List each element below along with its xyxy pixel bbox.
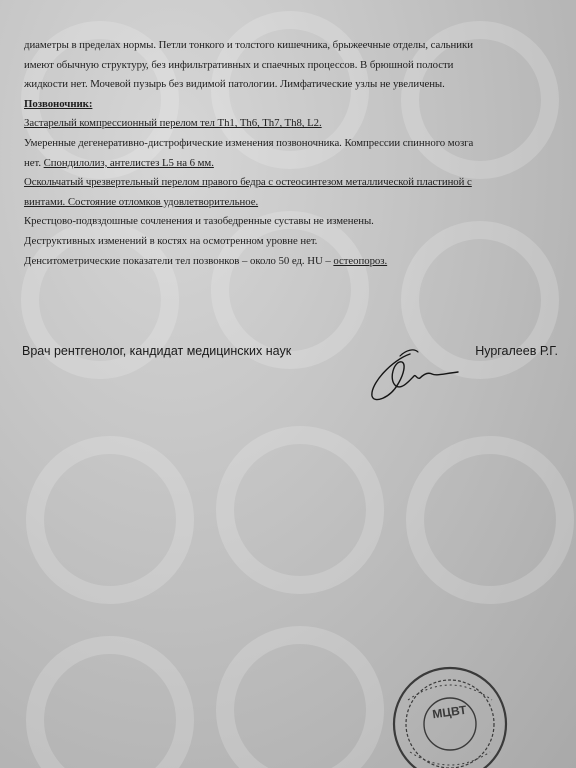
report-line	[24, 134, 560, 154]
report-line-text: Денситометрические показатели тел позвонков – около 50 ед. HU –	[24, 254, 331, 267]
report-line	[24, 173, 560, 193]
handwritten-signature-icon	[362, 340, 462, 410]
report-line	[24, 95, 560, 115]
report-line-text: винтами. Состояние отломков удовлетворительное.	[24, 195, 259, 208]
report-line	[24, 193, 560, 213]
report-line	[24, 36, 560, 56]
report-text	[24, 36, 560, 271]
report-line	[24, 232, 560, 252]
report-line	[24, 212, 560, 232]
report-line-text: Крестцово-подвздошные сочленения и тазобедренные суставы не изменены.	[24, 215, 374, 228]
report-line-text: Деструктивных изменений в костях на осмотренном уровне нет.	[24, 234, 318, 247]
report-line-text: жидкости нет. Мочевой пузырь без видимой патологии. Лимфатические узлы не увеличены.	[24, 78, 445, 91]
report-line-text: имеют обычную структуру, без инфильтративных и спаечных процессов. В брюшной полости	[24, 58, 454, 71]
report-line-text: Застарелый компрессионный перелом тел Th1, Th6, Th7, Th8, L2.	[24, 117, 322, 130]
round-seal-stamp-icon	[388, 660, 510, 768]
report-line-emphasis: остеопороз.	[333, 254, 388, 267]
report-line-text: диаметры в пределах нормы. Петли тонкого и толстого кишечника, брыжеечные отделы, сальники	[24, 39, 473, 51]
report-line-text: Умеренные дегенеративно-дистрофические изменения позвоночника. Компрессии спинного мозга	[24, 136, 474, 149]
report-line-emphasis: Спондилолиз, антелистез L5 на 6 мм.	[43, 156, 214, 169]
position-title: Врач рентгенолог, кандидат медицинских наук	[22, 344, 292, 358]
report-line-text: нет.	[24, 156, 41, 169]
report-line	[24, 154, 560, 174]
report-line	[24, 75, 560, 95]
report-line-text: Позвоночник:	[24, 97, 93, 110]
report-line	[24, 114, 560, 134]
report-line	[24, 56, 560, 76]
report-line	[24, 252, 560, 272]
report-line-text: Оскольчатый чрезвертельный перелом правого бедра с остеосинтезом металлической пластиной с	[24, 176, 472, 189]
stamp-text: МЦВТ	[431, 702, 468, 722]
doctor-name: Нургалеев Р.Г.	[475, 344, 558, 358]
